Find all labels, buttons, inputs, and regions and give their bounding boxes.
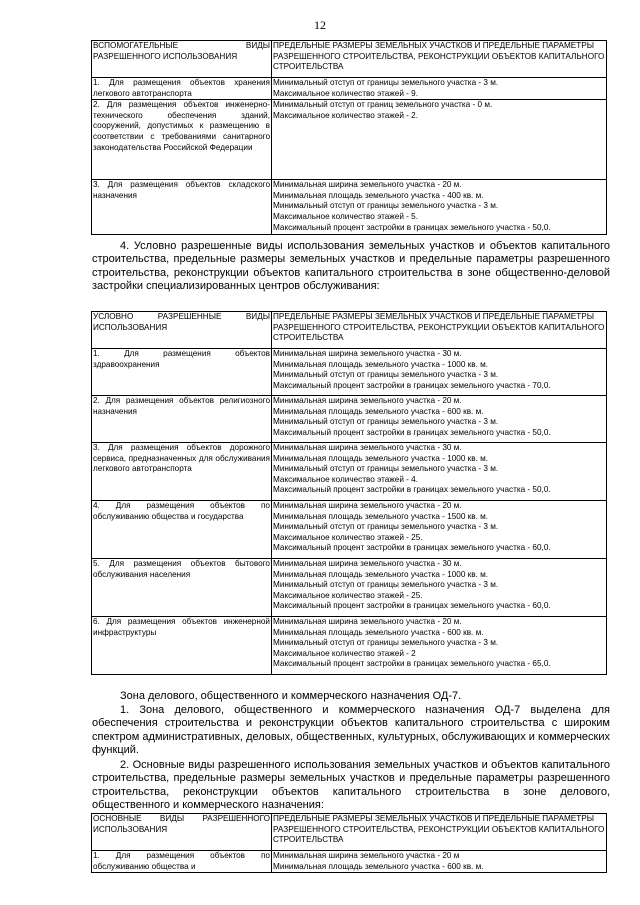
params-cell	[272, 100, 607, 180]
use-cell: 6. Для размещения объектов инженерной инфраструктуры	[92, 617, 272, 675]
param-line: Минимальная площадь земельного участка - 1000 кв. м.	[273, 569, 489, 579]
param-line: Максимальное количество этажей - 2	[273, 648, 416, 658]
params-cell	[272, 396, 607, 443]
table-header-row	[92, 814, 607, 851]
param-line: Минимальная площадь земельного участка - 600 кв. м.	[273, 627, 484, 637]
use-cell: 1. Для размещения объектов по обслуживанию общества и	[92, 851, 272, 873]
page-number: 12	[314, 18, 326, 32]
param-line: Минимальный отступ от границы земельного участка - 3 м.	[273, 580, 499, 590]
param-line: Минимальная площадь земельного участка - 1000 кв. м.	[273, 359, 489, 369]
param-line: Минимальная площадь земельного участка - 600 кв. м.	[273, 861, 484, 871]
params-cell	[272, 443, 607, 501]
param-line: Минимальная ширина земельного участка - 20 м	[273, 851, 460, 860]
params-cell	[272, 349, 607, 396]
param-line: Минимальная ширина земельного участка - 30 м.	[273, 349, 462, 358]
params-cell	[272, 180, 607, 235]
param-line: Минимальная ширина земельного участка - 20 м.	[273, 396, 462, 405]
table-row	[92, 501, 607, 559]
use-cell: 5. Для размещения объектов бытового обслуживания населения	[92, 559, 272, 617]
use-cell: 2. Для размещения объектов религиозного назначения	[92, 396, 272, 443]
table-header-cell: УСЛОВНО РАЗРЕШЕННЫЕ ВИДЫ ИСПОЛЬЗОВАНИЯ	[92, 312, 272, 349]
table-row	[92, 617, 607, 675]
param-line: Минимальная ширина земельного участка - 30 м.	[273, 443, 462, 452]
param-line: Минимальная площадь земельного участка - 1000 кв. м.	[273, 453, 489, 463]
table-row	[92, 396, 607, 443]
table-header-cell: ПРЕДЕЛЬНЫЕ РАЗМЕРЫ ЗЕМЕЛЬНЫХ УЧАСТКОВ И ПРЕДЕЛЬНЫЕ ПАРАМЕТРЫ РАЗРЕШЕННОГО СТРОИТЕЛЬСТВА, РЕКОНСТРУКЦИИ ОБЪЕКТОВ КАПИТАЛЬНОГО СТРОИТЕЛЬСТВА	[272, 41, 607, 78]
table-header-cell: ПРЕДЕЛЬНЫЕ РАЗМЕРЫ ЗЕМЕЛЬНЫХ УЧАСТКОВ И ПРЕДЕЛЬНЫЕ ПАРАМЕТРЫ РАЗРЕШЕННОГО СТРОИТЕЛЬСТВА, РЕКОНСТРУКЦИИ ОБЪЕКТОВ КАПИТАЛЬНОГО СТРОИТЕЛЬСТВА	[272, 312, 607, 349]
table-header-row	[92, 312, 607, 349]
param-line: Минимальный отступ от границы земельного участка - 3 м.	[273, 78, 499, 87]
table-header-cell: ПРЕДЕЛЬНЫЕ РАЗМЕРЫ ЗЕМЕЛЬНЫХ УЧАСТКОВ И ПРЕДЕЛЬНЫЕ ПАРАМЕТРЫ РАЗРЕШЕННОГО СТРОИТЕЛЬСТВА, РЕКОНСТРУКЦИИ ОБЪЕКТОВ КАПИТАЛЬНОГО СТРОИТЕЛЬСТВА	[272, 814, 607, 851]
table-header-cell: ВСПОМОГАТЕЛЬНЫЕ ВИДЫ РАЗРЕШЕННОГО ИСПОЛЬЗОВАНИЯ	[92, 41, 272, 78]
table-row	[92, 180, 607, 235]
param-line: Максимальный процент застройки в границах земельного участка - 50,0.	[273, 485, 551, 495]
use-cell: 2. Для размещения объектов инженерно-технического обеспечения зданий, сооружений, допустимых к размещению в соответствии с требованиями санитарного законодательства Российской Федерации	[92, 100, 272, 180]
use-cell: 1. Для размещения объектов здравоохранения	[92, 349, 272, 396]
param-line: Минимальный отступ от границы земельного участка - 3 м.	[273, 370, 499, 380]
params-cell	[272, 501, 607, 559]
table-row	[92, 559, 607, 617]
param-line: Максимальное количество этажей - 25.	[273, 532, 423, 542]
param-line: Максимальный процент застройки в границах земельного участка - 50,0.	[273, 427, 551, 437]
zone-paragraph-1: 1. Зона делового, общественного и коммерческого назначения ОД-7 выделена для обеспечения строительства и реконструкции объектов капитального строительства с широким спектром административных, деловых, общественных, культурных, обслуживающих и коммерческих функций.	[92, 704, 610, 757]
param-line: Максимальное количество этажей - 4.	[273, 474, 418, 484]
table-row	[92, 851, 607, 873]
params-cell	[272, 617, 607, 675]
params-cell	[272, 559, 607, 617]
use-cell: 4. Для размещения объектов по обслуживанию общества и государства	[92, 501, 272, 559]
param-line: Максимальный процент застройки в границах земельного участка - 70,0.	[273, 380, 551, 390]
param-line: Минимальная площадь земельного участка - 600 кв. м.	[273, 406, 484, 416]
param-line: Минимальный отступ от границы земельного участка - 3 м.	[273, 522, 499, 532]
params-cell	[272, 851, 607, 873]
param-line: Максимальное количество этажей - 2.	[273, 110, 418, 120]
param-line: Минимальная площадь земельного участка - 1500 кв. м.	[273, 511, 489, 521]
param-line: Минимальная ширина земельного участка - 20 м.	[273, 180, 462, 190]
param-line: Максимальное количество этажей - 5.	[273, 211, 418, 221]
conditional-uses-table	[91, 311, 607, 675]
param-line: Минимальный отступ от границы земельного участка - 3 м.	[273, 417, 499, 427]
param-line: Максимальный процент застройки в границах земельного участка - 60,0.	[273, 543, 551, 553]
param-line: Минимальный отступ от границы земельного участка - 3 м.	[273, 464, 499, 474]
table-row	[92, 78, 607, 100]
use-cell: 1. Для размещения объектов хранения легкового автотранспорта	[92, 78, 272, 100]
param-line: Максимальный процент застройки в границах земельного участка - 65,0.	[273, 659, 551, 669]
param-line: Минимальный отступ от границы земельного участка - 3 м.	[273, 201, 499, 211]
conditional-uses-paragraph: 4. Условно разрешенные виды использования земельных участков и объектов капитального строительства, предельные размеры земельных участков и предельные параметры разрешенного строительства, реконструкции объектов капитального строительства в зоне общественно-деловой застройки специализированных центров обслуживания:	[92, 240, 610, 293]
zone-title: Зона делового, общественного и коммерческого назначения ОД-7.	[120, 690, 462, 702]
param-line: Минимальная площадь земельного участка - 400 кв. м.	[273, 190, 484, 200]
param-line: Максимальное количество этажей - 25.	[273, 590, 423, 600]
param-line: Максимальное количество этажей - 9.	[273, 88, 418, 98]
table-row	[92, 100, 607, 180]
table-row	[92, 443, 607, 501]
param-line: Минимальный отступ от границ земельного участка - 0 м.	[273, 100, 493, 110]
param-line: Минимальная ширина земельного участка - 20 м.	[273, 617, 462, 626]
param-line: Минимальная ширина земельного участка - 20 м.	[273, 501, 462, 510]
table-header-cell: ОСНОВНЫЕ ВИДЫ РАЗРЕШЕННОГО ИСПОЛЬЗОВАНИЯ	[92, 814, 272, 851]
zone-paragraph-2: 2. Основные виды разрешенного использования земельных участков и объектов капитального строительства, предельные размеры земельных участков и предельные параметры разрешенного строительства, реконструкции объектов капитального строительства в зоне делового, общественного и коммерческого назначения:	[92, 759, 610, 812]
auxiliary-uses-table	[91, 40, 607, 235]
use-cell: 3. Для размещения объектов дорожного сервиса, предназначенных для обслуживания легкового автотранспорта	[92, 443, 272, 501]
main-uses-table	[91, 813, 607, 873]
table-header-row	[92, 41, 607, 78]
param-line: Минимальный отступ от границы земельного участка - 3 м.	[273, 638, 499, 648]
use-cell: 3. Для размещения объектов складского назначения	[92, 180, 272, 235]
param-line: Минимальная ширина земельного участка - 30 м.	[273, 559, 462, 568]
table-row	[92, 349, 607, 396]
params-cell	[272, 78, 607, 100]
param-line: Максимальный процент застройки в границах земельного участка - 60,0.	[273, 601, 551, 611]
param-line: Максимальный процент застройки в границах земельного участка - 50,0.	[273, 222, 551, 232]
